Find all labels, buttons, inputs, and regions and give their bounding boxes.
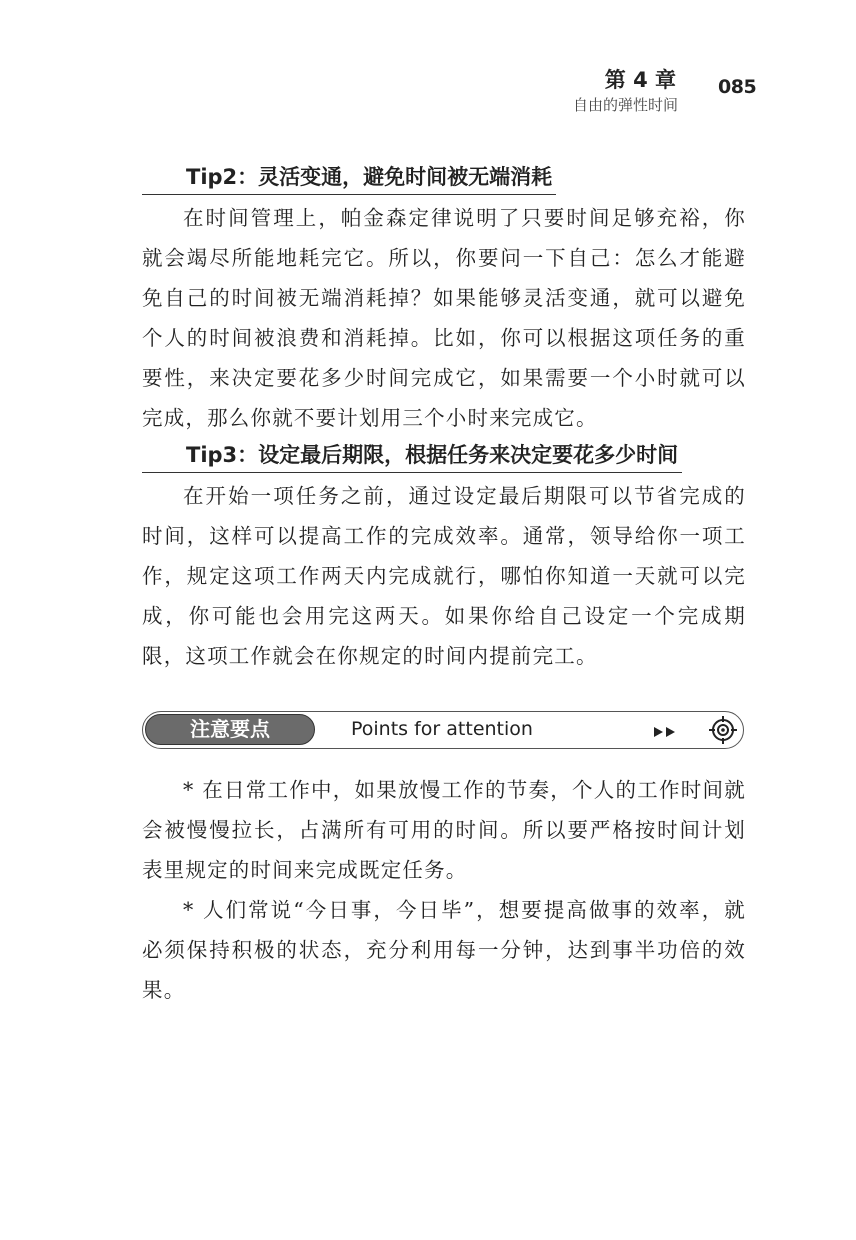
notice-label: 注意要点: [145, 714, 315, 745]
main-content: [142, 160, 746, 676]
note-item: * 在日常工作中，如果放慢工作的节奏，个人的工作时间就会被慢慢拉长，占满所有可用的时间。所以要严格按时间计划表里规定的时间来完成既定任务。: [142, 778, 746, 882]
target-icon: [709, 716, 737, 748]
chapter-title: 第 4 章: [604, 68, 676, 92]
notice-banner: [142, 711, 744, 749]
paragraph: 在时间管理上，帕金森定律说明了只要时间足够充裕，你就会竭尽所能地耗完它。所以，你要问一下自己：怎么才能避免自己的时间被无端消耗掉？如果能够灵活变通，就可以避免个人的时间被浪费和消耗掉。比如，你可以根据这项任务的重要性，来决定要花多少时间完成它，如果需要一个小时就可以完成，那么你就不要计划用三个小时来完成它。: [142, 206, 746, 430]
notes-list: [142, 770, 746, 1010]
section-heading: Tip2：灵活变通，避免时间被无端消耗: [142, 162, 556, 195]
double-arrow-right-icon: [653, 723, 677, 742]
page-number: 085: [718, 76, 757, 98]
chapter-subtitle: 自由的弹性时间: [572, 96, 678, 114]
section-tip3: [142, 438, 746, 676]
notice-english-label: Points for attention: [351, 718, 533, 740]
section-heading: Tip3：设定最后期限，根据任务来决定要花多少时间: [142, 440, 682, 473]
note-item: * 人们常说“今日事，今日毕”，想要提高做事的效率，就必须保持积极的状态，充分利用每一分钟，达到事半功倍的效果。: [142, 898, 746, 1002]
section-tip2: [142, 160, 746, 438]
paragraph: 在开始一项任务之前，通过设定最后期限可以节省完成的时间，这样可以提高工作的完成效率。通常，领导给你一项工作，规定这项工作两天内完成就行，哪怕你知道一天就可以完成，你可能也会用完这两天。如果你给自己设定一个完成期限，这项工作就会在你规定的时间内提前完工。: [142, 484, 746, 668]
